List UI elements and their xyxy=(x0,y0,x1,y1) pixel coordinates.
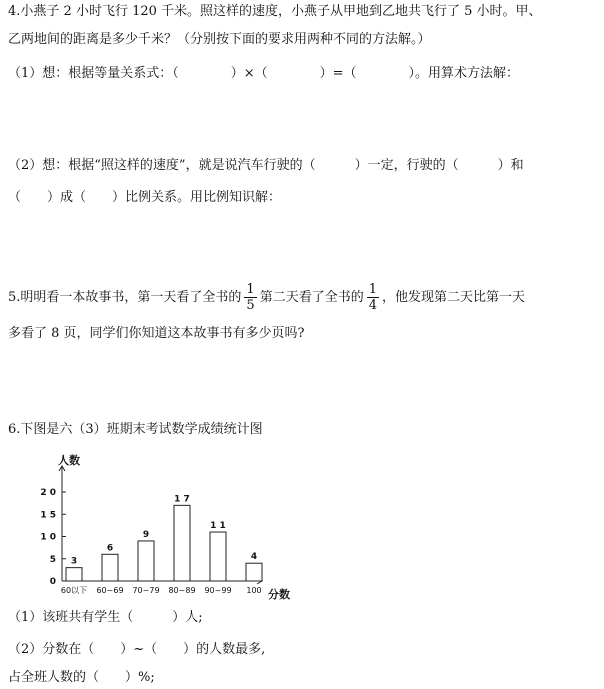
chart-y-axis-label: 人数 xyxy=(58,454,80,467)
q5-text-c: ，他发现第二天比第一天 xyxy=(381,290,525,305)
q5-fraction-2-num: 1 xyxy=(368,282,377,297)
q5-fraction-1-den: 5 xyxy=(246,298,255,313)
q5-fraction-1 xyxy=(244,282,256,313)
chart-y-tick-label: 5 xyxy=(49,554,56,565)
chart-value-label: 3 xyxy=(70,556,78,567)
chart-value-label: 6 xyxy=(106,543,114,554)
chart-category-label: 90~99 xyxy=(204,586,232,595)
chart-value-label: 9 xyxy=(142,529,150,540)
q6-title: 6.下图是六（3）班期末考试数学成绩统计图 xyxy=(8,422,263,437)
q5-fraction-2-den: 4 xyxy=(368,298,377,313)
chart-bar xyxy=(138,541,154,581)
q4-part2-line1: （2）想：根据“照这样的速度”，就是说汽车行驶的（ ）一定，行驶的（ ）和 xyxy=(8,158,524,173)
chart-category-label: 60~69 xyxy=(96,586,124,595)
chart-y-tick-label: 0 xyxy=(49,577,56,587)
q6-sub2: （2）分数在（ ）~（ ）的人数最多, xyxy=(8,642,266,657)
chart-value-label: 1 1 xyxy=(210,521,226,532)
q4-part1: （1）想：根据等量关系式：（ ）×（ ）=（ ）。用算术方法解： xyxy=(8,66,520,81)
chart-category-label: 80~89 xyxy=(168,586,196,595)
q4-part2-line2: （ ）成（ ）比例关系。用比例知识解： xyxy=(8,190,282,205)
chart-y-tick-label: 1 5 xyxy=(40,510,56,521)
q5-line1 xyxy=(8,282,525,313)
chart-bar xyxy=(210,532,226,581)
chart-category-label: 100 xyxy=(246,586,262,595)
chart-y-tick-label: 2 0 xyxy=(40,488,56,498)
chart-bar xyxy=(246,563,262,581)
chart-y-tick-label: 1 0 xyxy=(40,532,56,543)
chart-bar xyxy=(66,568,82,581)
q5-text-b: 第二天看了全书的 xyxy=(259,290,364,305)
q6-sub3: 占全班人数的（ ）%; xyxy=(8,670,155,685)
chart-value-label: 1 7 xyxy=(174,494,190,505)
q4-line2: 乙两地间的距离是多少千米？（分别按下面的要求用两种不同的方法解。） xyxy=(8,32,431,47)
q5-fraction-1-num: 1 xyxy=(246,282,255,297)
chart-x-axis-label: 分数 xyxy=(268,588,290,601)
chart-category-label: 70~79 xyxy=(132,586,160,595)
q6-sub1: （1）该班共有学生（ ）人; xyxy=(8,610,203,625)
q5-fraction-2 xyxy=(367,282,379,313)
chart-category-label: 60以下 xyxy=(60,586,88,595)
q5-line2: 多看了 8 页，同学们你知道这本故事书有多少页吗? xyxy=(8,326,305,341)
chart-bar xyxy=(174,505,190,581)
chart-bar xyxy=(102,554,118,581)
q4-line1: 4.小燕子 2 小时飞行 120 千米。照这样的速度，小燕子从甲地到乙地共飞行了 5 小时。甲、 xyxy=(8,4,542,19)
chart-bars xyxy=(61,494,262,595)
bar-chart xyxy=(30,452,310,602)
q5-text-a: 5.明明看一本故事书，第一天看了全书的 xyxy=(8,290,242,305)
chart-value-label: 4 xyxy=(250,552,258,563)
